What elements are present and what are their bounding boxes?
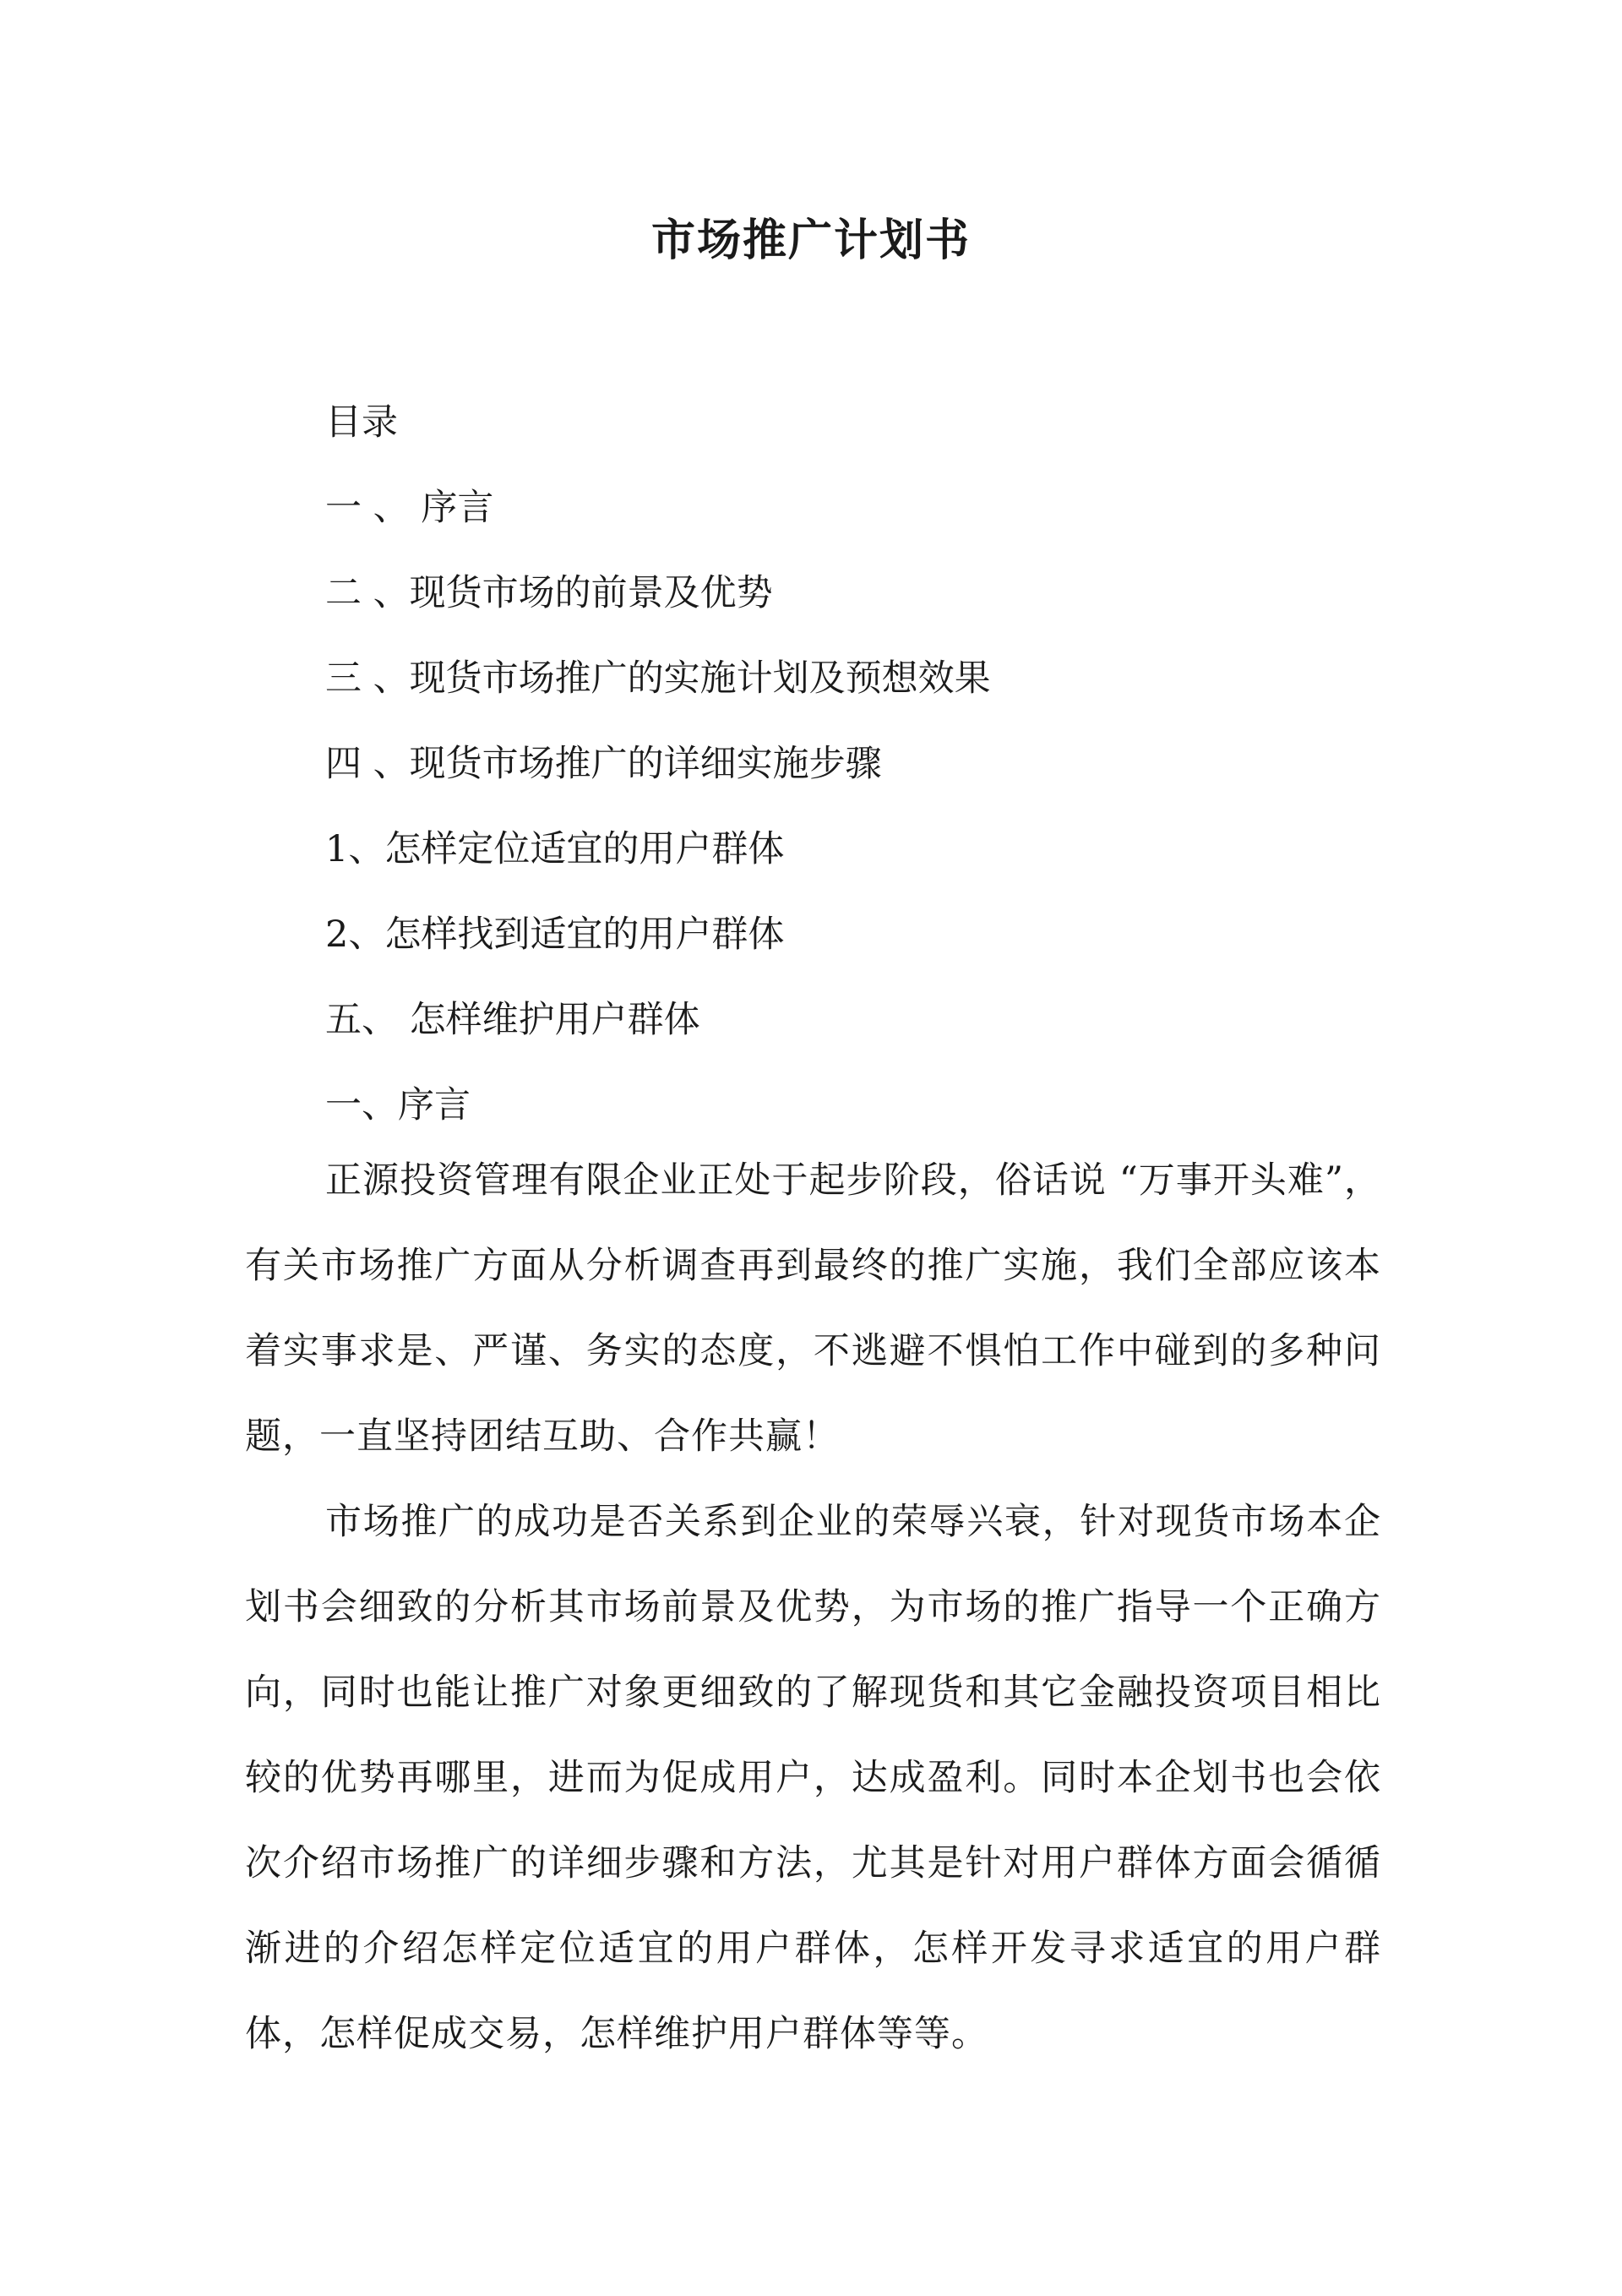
toc-item-implementation-plan: 三 、现货市场推广的实施计划及预想效果	[325, 657, 991, 700]
paragraph-1: 正源投资管理有限企业正处于起步阶段，俗话说 “万事开头难”，有关市场推广方面从分析调查再到最终的推广实施，我们全部应该本着实事求是、严谨、务实的态度，不逃避不惧怕工作中碰到的多种问题，一直坚持团结互助、合作共赢！	[245, 1159, 1381, 1458]
toc-item-detailed-steps: 四 、现货市场推广的详细实施步骤	[325, 743, 882, 785]
paragraph-2: 市场推广的成功是否关系到企业的荣辱兴衰，针对现货市场本企划书会细致的分析其市场前景及优势，为市场的推广指导一个正确方向，同时也能让推广对象更细致的了解现货和其它金融投资项目相比较的优势再哪里，进而为促成用户，达成盈利。同时本企划书也会依次介绍市场推广的详细步骤和方法，尤其是针对用户群体方面会循循渐进的介绍怎样定位适宜的用户群体，怎样开发寻求适宜的用户群体，怎样促成交易，怎样维护用户群体等等。	[245, 1501, 1381, 2055]
toc-item-preface: 一 、 序言	[325, 487, 494, 529]
section-heading-preface: 一、序言	[325, 1084, 471, 1126]
toc-subitem-positioning: 1、怎样定位适宜的用户群体	[325, 828, 785, 870]
toc-item-market-outlook: 二 、现货市场的前景及优势	[325, 572, 773, 614]
document-title: 市场推广计划书	[650, 215, 971, 266]
table-of-contents	[325, 380, 1390, 1148]
body-text	[245, 1138, 1381, 2077]
toc-subitem-finding: 2、怎样找到适宜的用户群体	[325, 913, 785, 956]
toc-heading: 目录	[325, 401, 398, 444]
toc-item-maintenance: 五、 怎样维护用户群体	[325, 999, 700, 1041]
